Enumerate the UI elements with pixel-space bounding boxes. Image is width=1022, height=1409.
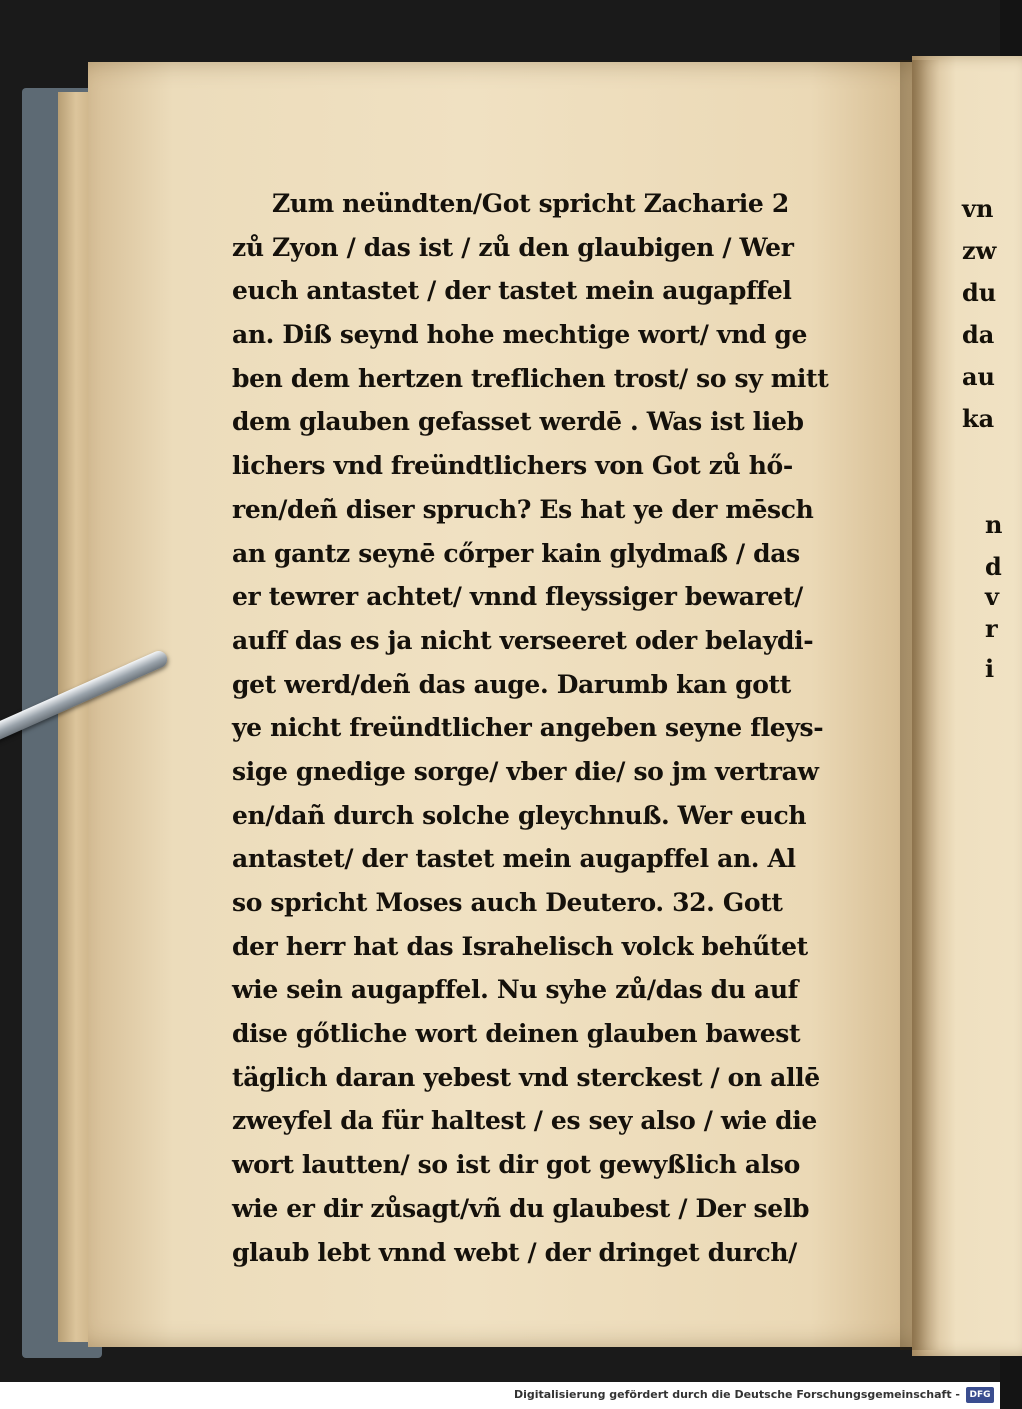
text-line: sige gnedige sorge/ vber die/ so jm vertraw xyxy=(232,756,819,786)
text-line: an. Diß seynd hohe mechtige wort/ vnd ge xyxy=(232,320,808,350)
dfg-logo-icon: DFG xyxy=(966,1387,994,1403)
text-line: er tewrer achtet/ vnnd fleyssiger bewaret/ xyxy=(232,582,803,612)
text-line: Zum neündten/Got spricht Zacharie 2 xyxy=(272,189,789,218)
adjacent-fragment: du xyxy=(962,278,997,307)
text-line: en/dañ durch solche gleychnuß. Wer euch xyxy=(232,800,807,830)
text-line: lichers vnd freündtlichers von Got zů hő- xyxy=(232,451,793,481)
text-line: ren/deñ diser spruch? Es hat ye der mēsch xyxy=(232,494,814,524)
adjacent-fragment: v xyxy=(985,582,999,611)
text-line: wie sein augapffel. Nu syhe zů/das du auf xyxy=(232,975,799,1005)
text-line: täglich daran yebest vnd sterckest / on allē xyxy=(232,1062,820,1092)
funding-credit: Digitalisierung gefördert durch die Deutsche Forschungsgemeinschaft - xyxy=(513,1388,960,1401)
text-line: zweyfel da für haltest / es sey also / wie die xyxy=(232,1106,817,1136)
text-line: ben dem hertzen treflichen trost/ so sy mitt xyxy=(232,363,829,393)
adjacent-fragment: d xyxy=(985,552,1002,581)
footer-bar xyxy=(0,1382,1000,1409)
adjacent-fragment: da xyxy=(962,320,995,349)
text-line: so spricht Moses auch Deutero. 32. Gott xyxy=(232,888,783,917)
text-line: wie er dir zůsagt/vñ du glaubest / Der selb xyxy=(232,1193,810,1223)
adjacent-fragment: r xyxy=(985,614,998,643)
text-line: euch antastet / der tastet mein augapffel xyxy=(232,276,792,306)
text-line: dem glauben gefasset werdē . Was ist lieb xyxy=(232,407,804,437)
adjacent-fragment: ka xyxy=(962,404,995,433)
book-gutter xyxy=(900,60,940,1350)
text-line: an gantz seynē cőrper kain glydmaß / das xyxy=(232,538,800,568)
text-line: glaub lebt vnnd webt / der dringet durch/ xyxy=(232,1237,797,1267)
adjacent-fragment: au xyxy=(962,362,995,391)
page-text xyxy=(232,182,844,1274)
adjacent-fragment: vn xyxy=(962,194,994,223)
text-line: ye nicht freündtlicher angeben seyne fleys- xyxy=(232,713,824,743)
text-line: auff das es ja nicht verseeret oder belaydi- xyxy=(232,625,814,655)
text-line: wort lautten/ so ist dir got gewyßlich also xyxy=(232,1150,800,1180)
text-line: get werd/deñ das auge. Darumb kan gott xyxy=(232,669,791,699)
text-line: dise gőtliche wort deinen glauben bawest xyxy=(232,1019,801,1049)
text-line: zů Zyon / das ist / zů den glaubigen / Wer xyxy=(232,232,794,262)
text-line: der herr hat das Israhelisch volck behűtet xyxy=(232,931,808,961)
adjacent-fragment: i xyxy=(985,654,995,683)
text-line: antastet/ der tastet mein augapffel an. Al xyxy=(232,844,796,874)
adjacent-fragment: zw xyxy=(962,236,997,265)
adjacent-fragment: n xyxy=(985,510,1003,539)
